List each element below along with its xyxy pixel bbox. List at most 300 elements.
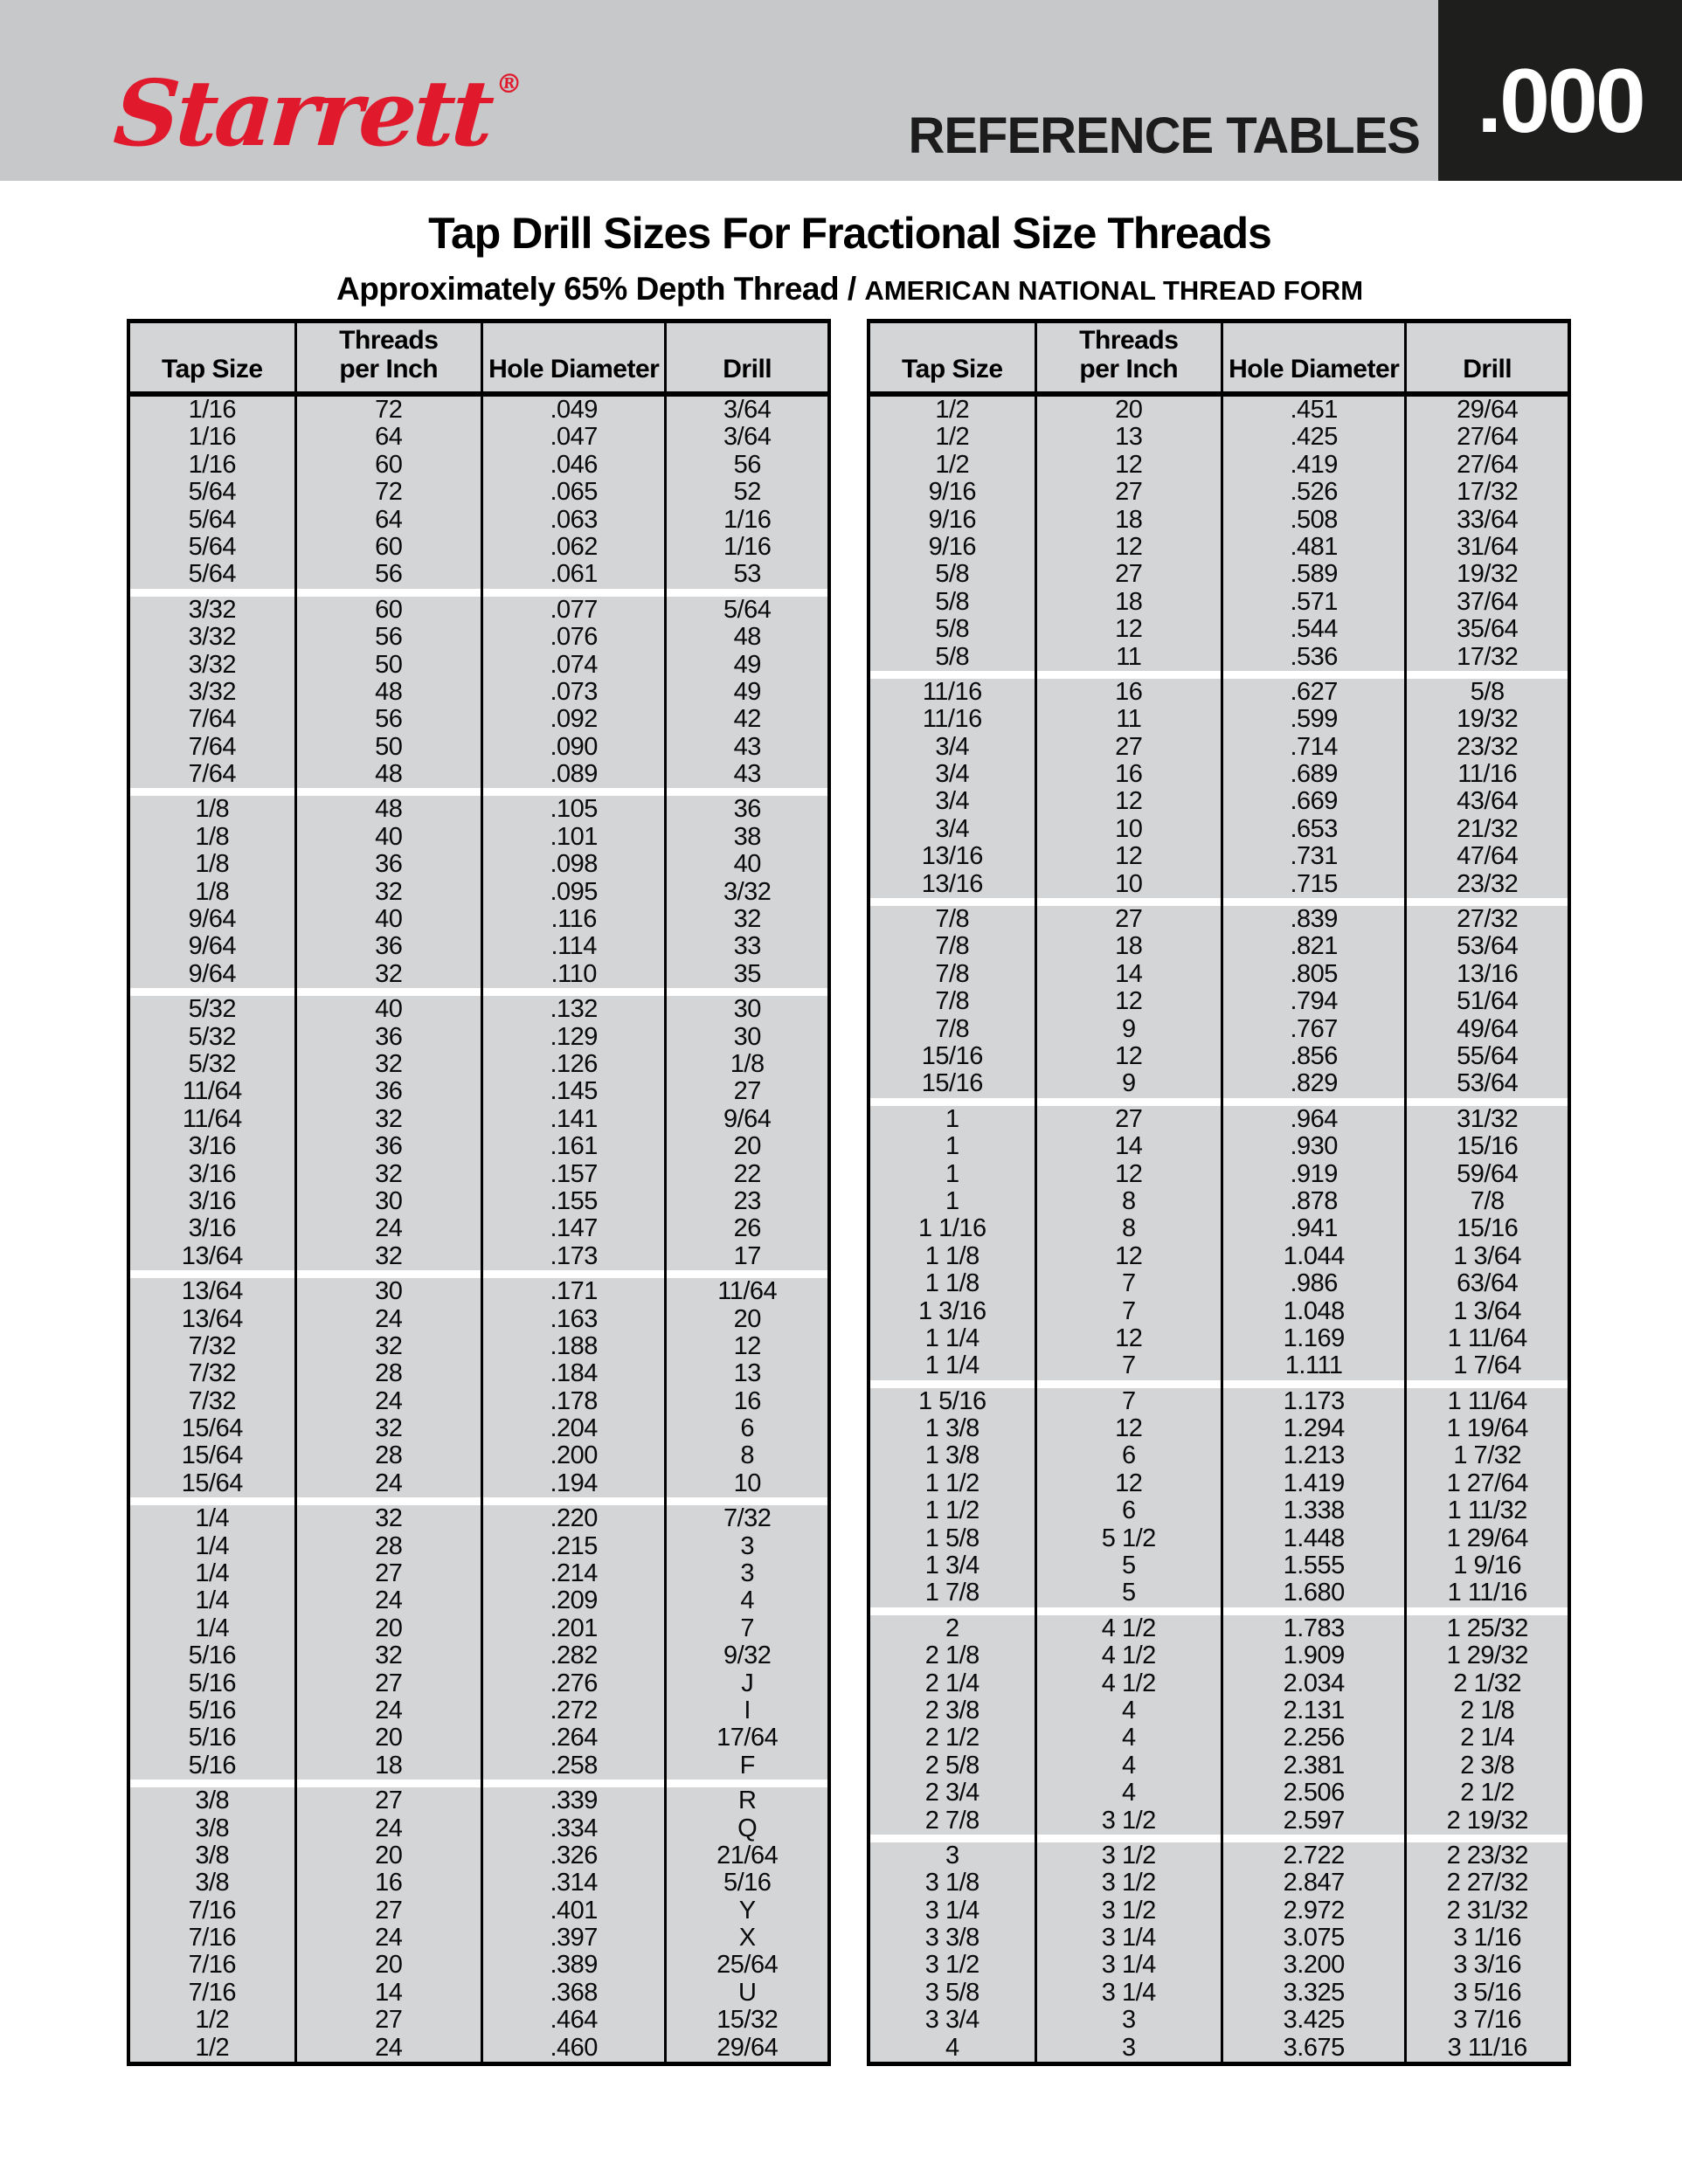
column-header-label: Hole Diameter — [488, 355, 660, 384]
cell-threads-per-inch: 28 — [294, 1533, 481, 1560]
cell-drill: 9/64 — [664, 1106, 827, 1133]
cell-hole-diameter: .184 — [481, 1360, 664, 1387]
cell-drill: I — [664, 1697, 827, 1724]
cell-drill: 1 29/64 — [1404, 1525, 1568, 1552]
cell-hole-diameter: .599 — [1221, 706, 1404, 733]
cell-tap-size: 2 5/8 — [870, 1752, 1035, 1780]
cell-drill: 15/16 — [1404, 1133, 1568, 1160]
table-row — [130, 1106, 827, 1133]
cell-threads-per-inch: 24 — [294, 1697, 481, 1724]
cell-drill: 7/8 — [1404, 1188, 1568, 1215]
cell-drill: 43 — [664, 734, 827, 761]
cell-tap-size: 3/16 — [130, 1215, 294, 1242]
table-row — [130, 561, 827, 588]
table-row — [870, 424, 1568, 451]
cell-threads-per-inch: 32 — [294, 961, 481, 988]
table-row — [130, 1442, 827, 1469]
cell-hole-diameter: .188 — [481, 1333, 664, 1360]
cell-threads-per-inch: 24 — [294, 1925, 481, 1952]
cell-drill: 10 — [664, 1470, 827, 1497]
table-row — [870, 2035, 1568, 2062]
cell-threads-per-inch: 12 — [1035, 988, 1221, 1015]
cell-drill: 16 — [664, 1388, 827, 1415]
cell-tap-size: 3 3/4 — [870, 2007, 1035, 2034]
column-header-drill — [664, 323, 827, 391]
column-header-hole-diameter — [481, 323, 664, 391]
table-row — [130, 1415, 827, 1442]
cell-hole-diameter: 3.075 — [1221, 1925, 1404, 1952]
cell-hole-diameter: .157 — [481, 1161, 664, 1188]
table-row — [130, 1188, 827, 1215]
cell-threads-per-inch: 4 1/2 — [1035, 1642, 1221, 1669]
cell-threads-per-inch: 32 — [294, 1106, 481, 1133]
cell-hole-diameter: .110 — [481, 961, 664, 988]
table-row — [870, 479, 1568, 506]
cell-drill: 2 3/8 — [1404, 1752, 1568, 1780]
table-row — [870, 1415, 1568, 1442]
table-row — [130, 906, 827, 933]
cell-drill: 2 31/32 — [1404, 1897, 1568, 1925]
cell-hole-diameter: .536 — [1221, 644, 1404, 671]
cell-hole-diameter: .194 — [481, 1470, 664, 1497]
cell-threads-per-inch: 12 — [1035, 788, 1221, 815]
column-header-hole-diameter — [1221, 323, 1404, 391]
cell-threads-per-inch: 12 — [1035, 452, 1221, 479]
cell-drill: 23/32 — [1404, 871, 1568, 898]
table-row — [130, 1215, 827, 1242]
table-row — [870, 1497, 1568, 1524]
cell-threads-per-inch: 4 — [1035, 1724, 1221, 1752]
cell-threads-per-inch: 16 — [294, 1870, 481, 1897]
cell-threads-per-inch: 14 — [1035, 1133, 1221, 1160]
cell-drill: 3 7/16 — [1404, 2007, 1568, 2034]
table-row — [130, 1360, 827, 1387]
cell-threads-per-inch: 20 — [294, 1952, 481, 1979]
cell-hole-diameter: 2.972 — [1221, 1897, 1404, 1925]
cell-drill: 17 — [664, 1243, 827, 1270]
cell-tap-size: 1 1/4 — [870, 1325, 1035, 1352]
cell-hole-diameter: .715 — [1221, 871, 1404, 898]
cell-tap-size: 1 1/16 — [870, 1215, 1035, 1242]
cell-hole-diameter: .481 — [1221, 534, 1404, 561]
table-row — [870, 1579, 1568, 1607]
cell-threads-per-inch: 5 1/2 — [1035, 1525, 1221, 1552]
cell-hole-diameter: .589 — [1221, 561, 1404, 588]
table-row — [870, 988, 1568, 1015]
cell-drill: 5/16 — [664, 1870, 827, 1897]
table-row — [130, 879, 827, 906]
cell-hole-diameter: 1.783 — [1221, 1615, 1404, 1642]
table-row — [870, 1552, 1568, 1579]
column-header-label: Drill — [1463, 355, 1512, 384]
cell-threads-per-inch: 24 — [294, 1587, 481, 1614]
table-row — [130, 1306, 827, 1333]
cell-tap-size: 1 5/16 — [870, 1388, 1035, 1415]
cell-threads-per-inch: 7 — [1035, 1298, 1221, 1325]
table-row — [870, 843, 1568, 870]
cell-hole-diameter: .178 — [481, 1388, 664, 1415]
cell-threads-per-inch: 8 — [1035, 1188, 1221, 1215]
cell-threads-per-inch: 4 — [1035, 1752, 1221, 1780]
cell-hole-diameter: .114 — [481, 933, 664, 960]
cell-threads-per-inch: 16 — [1035, 679, 1221, 706]
table-row — [130, 1670, 827, 1697]
cell-drill: 17/64 — [664, 1724, 827, 1752]
cell-tap-size: 13/16 — [870, 871, 1035, 898]
cell-threads-per-inch: 30 — [294, 1278, 481, 1305]
cell-threads-per-inch: 28 — [294, 1360, 481, 1387]
cell-tap-size: 5/16 — [130, 1642, 294, 1669]
cell-tap-size: 1/16 — [130, 452, 294, 479]
cell-threads-per-inch: 12 — [1035, 1243, 1221, 1270]
cell-tap-size: 13/16 — [870, 843, 1035, 870]
table-row — [130, 1078, 827, 1105]
cell-hole-diameter: .401 — [481, 1897, 664, 1925]
cell-tap-size: 1/16 — [130, 397, 294, 424]
cell-tap-size: 5/64 — [130, 534, 294, 561]
cell-tap-size: 2 3/8 — [870, 1697, 1035, 1724]
cell-tap-size: 1/8 — [130, 824, 294, 851]
cell-drill: 33 — [664, 933, 827, 960]
table-row — [870, 1952, 1568, 1979]
cell-hole-diameter: .314 — [481, 1870, 664, 1897]
table-row — [870, 816, 1568, 843]
cell-tap-size: 9/64 — [130, 906, 294, 933]
cell-threads-per-inch: 27 — [1035, 734, 1221, 761]
table-row — [130, 851, 827, 878]
column-header-threads-per-inch — [294, 323, 481, 391]
cell-hole-diameter: .526 — [1221, 479, 1404, 506]
cell-drill: 22 — [664, 1161, 827, 1188]
table-row — [130, 1787, 827, 1814]
cell-drill: 1 27/64 — [1404, 1470, 1568, 1497]
cell-hole-diameter: .389 — [481, 1952, 664, 1979]
cell-tap-size: 9/64 — [130, 961, 294, 988]
table-row — [130, 1133, 827, 1160]
cell-tap-size: 2 1/8 — [870, 1642, 1035, 1669]
cell-threads-per-inch: 18 — [1035, 933, 1221, 960]
cell-tap-size: 15/16 — [870, 1070, 1035, 1097]
cell-hole-diameter: .155 — [481, 1188, 664, 1215]
cell-threads-per-inch: 72 — [294, 479, 481, 506]
cell-hole-diameter: .272 — [481, 1697, 664, 1724]
cell-drill: 3 — [664, 1533, 827, 1560]
cell-threads-per-inch: 20 — [294, 1615, 481, 1642]
table-row — [870, 933, 1568, 960]
cell-threads-per-inch: 10 — [1035, 871, 1221, 898]
cell-tap-size: 5/32 — [130, 996, 294, 1023]
cell-hole-diameter: .163 — [481, 1306, 664, 1333]
cell-threads-per-inch: 36 — [294, 851, 481, 878]
cell-hole-diameter: 1.048 — [1221, 1298, 1404, 1325]
cell-drill: J — [664, 1670, 827, 1697]
cell-threads-per-inch: 72 — [294, 397, 481, 424]
table-row — [130, 1980, 827, 2007]
cell-hole-diameter: 2.034 — [1221, 1670, 1404, 1697]
cell-drill: 8 — [664, 1442, 827, 1469]
table-row — [130, 1333, 827, 1360]
cell-hole-diameter: .145 — [481, 1078, 664, 1105]
table-row — [130, 1642, 827, 1669]
table-row — [870, 1780, 1568, 1807]
cell-drill: 49/64 — [1404, 1016, 1568, 1043]
column-header-tap-size — [870, 323, 1035, 391]
cell-hole-diameter: .105 — [481, 796, 664, 823]
cell-hole-diameter: .258 — [481, 1752, 664, 1780]
cell-hole-diameter: .571 — [1221, 589, 1404, 616]
cell-tap-size: 1/4 — [130, 1560, 294, 1587]
cell-hole-diameter: .334 — [481, 1815, 664, 1842]
cell-drill: 29/64 — [664, 2035, 827, 2062]
cell-threads-per-inch: 12 — [1035, 1415, 1221, 1442]
subtitle-thread-form: AMERICAN NATIONAL THREAD FORM — [864, 275, 1364, 306]
table-row — [870, 1070, 1568, 1097]
cell-tap-size: 13/64 — [130, 1306, 294, 1333]
cell-drill: 13 — [664, 1360, 827, 1387]
cell-drill: 11/64 — [664, 1278, 827, 1305]
table-row — [870, 706, 1568, 733]
cell-drill: 42 — [664, 706, 827, 733]
page-tab-label: .000 — [1477, 51, 1644, 152]
cell-threads-per-inch: 12 — [1035, 1161, 1221, 1188]
cell-tap-size: 1/8 — [130, 879, 294, 906]
cell-tap-size: 1 7/8 — [870, 1579, 1035, 1607]
cell-tap-size: 1 — [870, 1188, 1035, 1215]
table-row — [870, 1980, 1568, 2007]
cell-drill: 27 — [664, 1078, 827, 1105]
cell-tap-size: 15/64 — [130, 1415, 294, 1442]
cell-drill: 2 23/32 — [1404, 1842, 1568, 1870]
cell-threads-per-inch: 12 — [1035, 616, 1221, 643]
cell-drill: 20 — [664, 1306, 827, 1333]
cell-drill: 47/64 — [1404, 843, 1568, 870]
cell-drill: 43/64 — [1404, 788, 1568, 815]
cell-tap-size: 5/16 — [130, 1670, 294, 1697]
table-row — [870, 507, 1568, 534]
table-row — [870, 644, 1568, 671]
cell-drill: 3 — [664, 1560, 827, 1587]
cell-hole-diameter: 2.597 — [1221, 1807, 1404, 1835]
cell-hole-diameter: 1.555 — [1221, 1552, 1404, 1579]
cell-drill: 15/16 — [1404, 1215, 1568, 1242]
table-row — [870, 1270, 1568, 1297]
table-row — [130, 1533, 827, 1560]
cell-threads-per-inch: 40 — [294, 996, 481, 1023]
cell-tap-size: 3/8 — [130, 1842, 294, 1870]
cell-threads-per-inch: 56 — [294, 624, 481, 651]
cell-tap-size: 11/16 — [870, 679, 1035, 706]
cell-hole-diameter: .805 — [1221, 961, 1404, 988]
cell-hole-diameter: 2.131 — [1221, 1697, 1404, 1724]
table-row — [870, 1133, 1568, 1160]
cell-hole-diameter: .964 — [1221, 1106, 1404, 1133]
cell-tap-size: 1 1/2 — [870, 1470, 1035, 1497]
cell-threads-per-inch: 4 — [1035, 1780, 1221, 1807]
cell-drill: 12 — [664, 1333, 827, 1360]
cell-tap-size: 5/64 — [130, 479, 294, 506]
cell-threads-per-inch: 9 — [1035, 1016, 1221, 1043]
cell-threads-per-inch: 6 — [1035, 1497, 1221, 1524]
cell-threads-per-inch: 20 — [1035, 397, 1221, 424]
cell-drill: 17/32 — [1404, 644, 1568, 671]
cell-hole-diameter: .073 — [481, 679, 664, 706]
cell-tap-size: 5/64 — [130, 561, 294, 588]
cell-hole-diameter: .544 — [1221, 616, 1404, 643]
cell-hole-diameter: .141 — [481, 1106, 664, 1133]
cell-hole-diameter: 2.722 — [1221, 1842, 1404, 1870]
cell-threads-per-inch: 56 — [294, 561, 481, 588]
cell-threads-per-inch: 56 — [294, 706, 481, 733]
cell-tap-size: 5/8 — [870, 616, 1035, 643]
cell-threads-per-inch: 60 — [294, 452, 481, 479]
table-row — [870, 1442, 1568, 1469]
registered-trademark-icon: ® — [495, 69, 523, 100]
cell-tap-size: 5/8 — [870, 644, 1035, 671]
table-row — [870, 1842, 1568, 1870]
group-separator — [130, 1780, 827, 1787]
cell-hole-diameter: .089 — [481, 761, 664, 788]
table-row — [870, 1016, 1568, 1043]
cell-hole-diameter: 3.325 — [1221, 1980, 1404, 2007]
table-row — [130, 2035, 827, 2062]
cell-tap-size: 1/2 — [870, 397, 1035, 424]
table-row — [130, 624, 827, 651]
cell-drill: 37/64 — [1404, 589, 1568, 616]
cell-hole-diameter: .049 — [481, 397, 664, 424]
cell-threads-per-inch: 12 — [1035, 843, 1221, 870]
column-header-drill — [1404, 323, 1568, 391]
cell-tap-size: 1 3/8 — [870, 1442, 1035, 1469]
table-body — [870, 397, 1568, 2062]
cell-drill: 6 — [664, 1415, 827, 1442]
cell-drill: Y — [664, 1897, 827, 1925]
cell-drill: 59/64 — [1404, 1161, 1568, 1188]
table-row — [130, 1505, 827, 1532]
cell-threads-per-inch: 3 1/4 — [1035, 1925, 1221, 1952]
cell-threads-per-inch: 27 — [1035, 561, 1221, 588]
cell-hole-diameter: .092 — [481, 706, 664, 733]
cell-drill: 35/64 — [1404, 616, 1568, 643]
cell-hole-diameter: .282 — [481, 1642, 664, 1669]
column-header-threads-per-inch — [1035, 323, 1221, 391]
cell-threads-per-inch: 48 — [294, 761, 481, 788]
cell-drill: 1 3/64 — [1404, 1243, 1568, 1270]
cell-hole-diameter: .063 — [481, 507, 664, 534]
cell-threads-per-inch: 60 — [294, 534, 481, 561]
cell-tap-size: 1/8 — [130, 851, 294, 878]
cell-tap-size: 1/2 — [130, 2007, 294, 2034]
cell-hole-diameter: 3.675 — [1221, 2035, 1404, 2062]
cell-tap-size: 2 3/4 — [870, 1780, 1035, 1807]
table-body — [130, 397, 827, 2062]
table-row — [870, 452, 1568, 479]
table-row — [870, 961, 1568, 988]
table-row — [870, 761, 1568, 788]
cell-drill: R — [664, 1787, 827, 1814]
cell-hole-diameter: .201 — [481, 1615, 664, 1642]
cell-hole-diameter: 1.448 — [1221, 1525, 1404, 1552]
cell-hole-diameter: .689 — [1221, 761, 1404, 788]
cell-drill: 30 — [664, 1024, 827, 1051]
cell-threads-per-inch: 12 — [1035, 1325, 1221, 1352]
cell-tap-size: 9/16 — [870, 534, 1035, 561]
cell-hole-diameter: .129 — [481, 1024, 664, 1051]
cell-threads-per-inch: 3 1/2 — [1035, 1897, 1221, 1925]
starrett-logo — [110, 19, 527, 179]
cell-tap-size: 2 1/4 — [870, 1670, 1035, 1697]
cell-threads-per-inch: 24 — [294, 1470, 481, 1497]
table-header — [870, 323, 1568, 397]
cell-tap-size: 15/64 — [130, 1442, 294, 1469]
cell-hole-diameter: .714 — [1221, 734, 1404, 761]
cell-threads-per-inch: 27 — [294, 1670, 481, 1697]
cell-tap-size: 3 3/8 — [870, 1925, 1035, 1952]
cell-drill: 20 — [664, 1133, 827, 1160]
table-row — [870, 906, 1568, 933]
cell-threads-per-inch: 8 — [1035, 1215, 1221, 1242]
cell-tap-size: 3/16 — [130, 1188, 294, 1215]
section-title: REFERENCE TABLES — [908, 107, 1420, 164]
brand-name: Starrett — [110, 59, 495, 167]
column-header-label: Tap Size — [162, 355, 263, 384]
cell-hole-diameter: 1.169 — [1221, 1325, 1404, 1352]
table-row — [870, 1325, 1568, 1352]
cell-hole-diameter: .794 — [1221, 988, 1404, 1015]
cell-hole-diameter: .276 — [481, 1670, 664, 1697]
table-row — [130, 933, 827, 960]
table-row — [870, 1670, 1568, 1697]
cell-hole-diameter: .767 — [1221, 1016, 1404, 1043]
cell-tap-size: 3 — [870, 1842, 1035, 1870]
page-subtitle — [127, 271, 1573, 308]
tap-drill-table-left — [127, 319, 831, 2066]
column-header-label: Hole Diameter — [1229, 355, 1400, 384]
cell-tap-size: 7/8 — [870, 1016, 1035, 1043]
cell-drill: 63/64 — [1404, 1270, 1568, 1297]
cell-tap-size: 1/2 — [870, 452, 1035, 479]
cell-tap-size: 15/16 — [870, 1043, 1035, 1070]
cell-tap-size: 3 1/2 — [870, 1952, 1035, 1979]
cell-drill: 49 — [664, 679, 827, 706]
cell-hole-diameter: 1.294 — [1221, 1415, 1404, 1442]
cell-hole-diameter: 3.200 — [1221, 1952, 1404, 1979]
cell-tap-size: 13/64 — [130, 1278, 294, 1305]
table-row — [870, 534, 1568, 561]
cell-hole-diameter: 1.909 — [1221, 1642, 1404, 1669]
cell-tap-size: 1 — [870, 1106, 1035, 1133]
table-row — [130, 652, 827, 679]
cell-threads-per-inch: 32 — [294, 1505, 481, 1532]
cell-drill: F — [664, 1752, 827, 1780]
cell-tap-size: 11/16 — [870, 706, 1035, 733]
cell-tap-size: 3/32 — [130, 652, 294, 679]
column-header-label: Threads — [339, 326, 439, 355]
column-header-label: Tap Size — [902, 355, 1003, 384]
cell-threads-per-inch: 12 — [1035, 534, 1221, 561]
table-row — [130, 397, 827, 424]
cell-drill: 55/64 — [1404, 1043, 1568, 1070]
cell-drill: 1 25/32 — [1404, 1615, 1568, 1642]
cell-threads-per-inch: 3 — [1035, 2007, 1221, 2034]
cell-threads-per-inch: 24 — [294, 1215, 481, 1242]
cell-hole-diameter: .214 — [481, 1560, 664, 1587]
table-row — [130, 1560, 827, 1587]
table-row — [870, 616, 1568, 643]
table-row — [130, 1051, 827, 1078]
cell-threads-per-inch: 40 — [294, 824, 481, 851]
cell-threads-per-inch: 3 1/2 — [1035, 1870, 1221, 1897]
cell-threads-per-inch: 3 1/4 — [1035, 1952, 1221, 1979]
